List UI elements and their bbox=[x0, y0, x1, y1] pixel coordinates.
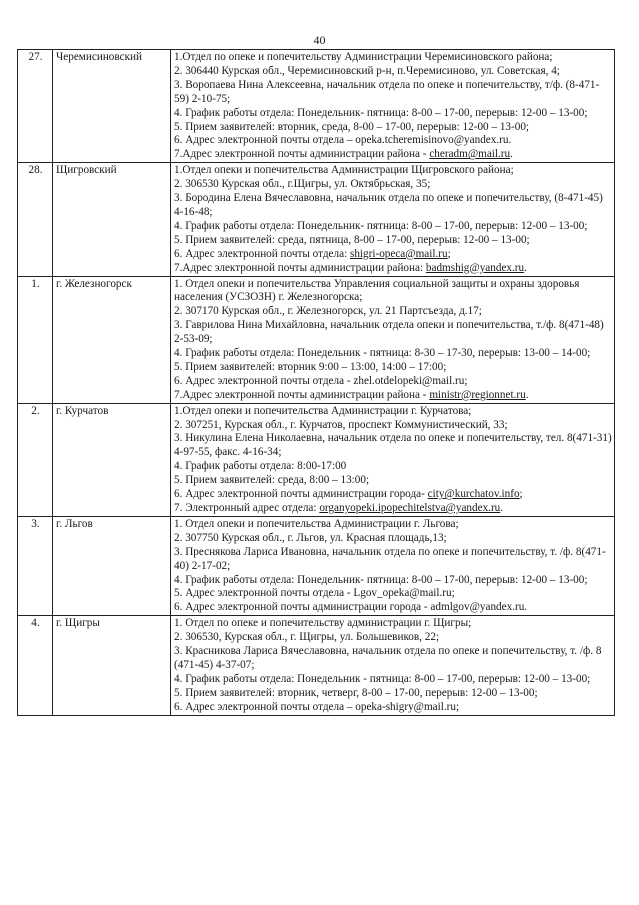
detail-line bbox=[174, 234, 612, 248]
detail-line bbox=[174, 532, 612, 546]
row-number: 28. bbox=[18, 163, 53, 276]
detail-line bbox=[174, 262, 612, 276]
detail-text: 7.Адрес электронной почты администрации района - bbox=[174, 148, 430, 161]
detail-text: 3. Красникова Лариса Вячеславовна, начальник отдела по опеке и попечительству, т. /ф. 8 (471-45) 4-37-07; bbox=[174, 645, 602, 671]
detail-suffix: ; bbox=[519, 488, 523, 501]
detail-line bbox=[174, 248, 612, 262]
detail-text: 4. График работы отдела: Понедельник - пятница: 8-00 – 17-00, перерыв: 12-00 – 13-00; bbox=[174, 672, 591, 685]
email-link[interactable]: cheradm@mail.ru bbox=[429, 148, 511, 161]
detail-text: 5. Прием заявителей: среда, 8:00 – 13:00; bbox=[174, 474, 370, 487]
detail-line bbox=[174, 164, 612, 178]
detail-line bbox=[174, 148, 612, 162]
detail-line bbox=[174, 51, 612, 65]
office-details bbox=[171, 50, 615, 163]
table-row bbox=[18, 616, 615, 715]
detail-text: 3. Бородина Елена Вячеславовна, начальник отдела по опеке и попечительству, (8-471-45) 4-16-48; bbox=[174, 192, 603, 218]
row-number: 27. bbox=[18, 50, 53, 163]
email-link[interactable]: shigri-opeca@mail.ru bbox=[349, 247, 448, 260]
detail-suffix: . bbox=[525, 388, 529, 401]
detail-text: 3. Никулина Елена Николаевна, начальник отдела по опеке и попечительству, тел. 8(471-31) 4-97-55, факс. 4-16-34; bbox=[174, 432, 612, 459]
detail-line bbox=[174, 375, 612, 389]
detail-line bbox=[174, 405, 612, 419]
detail-text: 4. График работы отдела: Понедельник - пятница: 8-30 – 17-30, перерыв: 13-00 – 14-00; bbox=[174, 347, 591, 360]
detail-line bbox=[174, 687, 612, 701]
detail-text: 7. Электронный адрес отдела: bbox=[174, 502, 320, 514]
row-number: 1. bbox=[18, 276, 53, 403]
detail-line bbox=[174, 488, 612, 502]
table-row bbox=[18, 163, 615, 276]
detail-line bbox=[174, 107, 612, 121]
detail-line bbox=[174, 617, 612, 631]
detail-line bbox=[174, 65, 612, 79]
detail-text: 5. Прием заявителей: среда, пятница, 8-00 – 17-00, перерыв: 12-00 – 13-00; bbox=[174, 233, 530, 246]
detail-text: 2. 306530, Курская обл., г. Щигры, ул. Большевиков, 22; bbox=[174, 631, 440, 644]
detail-text: 6. Адрес электронной почты отдела - zhel.otdelopeki@mail.ru; bbox=[174, 374, 468, 387]
detail-text: 5. Адрес электронной почты отдела - Lgov_opeka@mail.ru; bbox=[174, 587, 455, 600]
detail-text: 7.Адрес электронной почты администрации района - bbox=[174, 388, 430, 401]
district-name: г. Льгов bbox=[53, 516, 171, 615]
detail-line bbox=[174, 631, 612, 645]
detail-line bbox=[174, 419, 612, 433]
email-link[interactable]: city@kurchatov.info bbox=[427, 488, 520, 501]
detail-line bbox=[174, 587, 612, 601]
detail-text: 2. 307170 Курская обл., г. Железногорск, ул. 21 Партсъезда, д.17; bbox=[174, 305, 482, 318]
table-row bbox=[18, 403, 615, 516]
page-number: 40 bbox=[313, 33, 326, 47]
row-number: 2. bbox=[18, 403, 53, 516]
detail-line bbox=[174, 645, 612, 673]
district-name: Щигровский bbox=[53, 163, 171, 276]
detail-text: 4. График работы отдела: Понедельник- пятница: 8-00 – 17-00, перерыв: 12-00 – 13-00; bbox=[174, 219, 588, 232]
detail-line bbox=[174, 673, 612, 687]
detail-text: 2. 307750 Курская обл., г. Льгов, ул. Красная площадь,13; bbox=[174, 531, 447, 544]
detail-line bbox=[174, 460, 612, 474]
detail-line bbox=[174, 278, 612, 306]
detail-line bbox=[174, 574, 612, 588]
detail-text: 1. Отдел по опеке и попечительству администрации г. Щигры; bbox=[174, 617, 472, 630]
detail-line bbox=[174, 220, 612, 234]
detail-text: 1.Отдел по опеке и попечительству Администрации Черемисиновского района; bbox=[174, 51, 553, 63]
detail-line bbox=[174, 474, 612, 488]
detail-line bbox=[174, 546, 612, 574]
detail-text: 5. Прием заявителей: вторник 9:00 – 13:00, 14:00 – 17:00; bbox=[174, 360, 447, 373]
detail-text: 6. Адрес электронной почты администрации города- bbox=[174, 488, 428, 501]
detail-line bbox=[174, 79, 612, 107]
table-row bbox=[18, 276, 615, 403]
detail-line bbox=[174, 192, 612, 220]
detail-line bbox=[174, 518, 612, 532]
email-link[interactable]: badmshig@yandex.ru bbox=[425, 261, 525, 274]
detail-suffix: . bbox=[524, 261, 527, 274]
detail-text: 7.Адрес электронной почты администрации района: bbox=[174, 261, 426, 274]
detail-line bbox=[174, 502, 612, 516]
detail-text: 1. Отдел опеки и попечительства Администрации г. Льгова; bbox=[174, 517, 459, 530]
email-link[interactable]: organyopeki.ipopechitelstva@yandex.ru bbox=[319, 502, 501, 514]
detail-text: 5. Прием заявителей: вторник, четверг, 8-00 – 17-00, перерыв: 12-00 – 13-00; bbox=[174, 686, 538, 699]
guardianship-registry-table bbox=[17, 49, 615, 716]
detail-text: 3. Воропаева Нина Алексеевна, начальник отдела по опеке и попечительству, т/ф. (8-471-59) 2-10-75; bbox=[174, 78, 600, 105]
detail-text: 2. 306440 Курская обл., Черемисиновский р-н, п.Черемисиново, ул. Советская, 4; bbox=[174, 64, 560, 77]
office-details bbox=[171, 276, 615, 403]
detail-suffix: ; bbox=[447, 247, 451, 260]
detail-text: 4. График работы отдела: Понедельник- пятница: 8-00 – 17-00, перерыв: 12-00 – 13-00; bbox=[174, 106, 588, 119]
detail-line bbox=[174, 347, 612, 361]
detail-text: 4. График работы отдела: 8:00-17:00 bbox=[174, 460, 347, 473]
detail-line bbox=[174, 389, 612, 403]
detail-line bbox=[174, 361, 612, 375]
detail-line bbox=[174, 701, 612, 715]
detail-suffix: . bbox=[510, 148, 513, 161]
office-details bbox=[171, 163, 615, 276]
detail-line bbox=[174, 134, 612, 148]
table-row bbox=[18, 516, 615, 615]
detail-text: 6. Адрес электронной почты отдела – opeka-shigry@mail.ru; bbox=[174, 700, 460, 713]
detail-suffix: . bbox=[500, 502, 504, 514]
detail-text: 1.Отдел опеки и попечительства Администрации Щигровского района; bbox=[174, 164, 514, 177]
row-number: 4. bbox=[18, 616, 53, 715]
detail-line bbox=[174, 601, 612, 615]
detail-text: 6. Адрес электронной почты администрации города - admlgov@yandex.ru. bbox=[174, 601, 528, 614]
office-details bbox=[171, 516, 615, 615]
detail-text: 2. 307251, Курская обл., г. Курчатов, проспект Коммунистический, 33; bbox=[174, 418, 508, 431]
district-name: Черемисиновский bbox=[53, 50, 171, 163]
table-row bbox=[18, 50, 615, 163]
office-details bbox=[171, 616, 615, 715]
district-name: г. Щигры bbox=[53, 616, 171, 715]
email-link[interactable]: ministr@regionnet.ru bbox=[429, 388, 526, 401]
district-name: г. Железногорск bbox=[53, 276, 171, 403]
detail-line bbox=[174, 305, 612, 319]
detail-text: 1. Отдел опеки и попечительства Управления социальной защиты и охраны здоровья населения (УСЗОЗН) г. Железногорска; bbox=[174, 277, 580, 304]
detail-line bbox=[174, 319, 612, 347]
district-name: г. Курчатов bbox=[53, 403, 171, 516]
detail-text: 3. Преснякова Лариса Ивановна, начальник отдела по опеке и попечительству, т. /ф. 8(471-40) 2-17-02; bbox=[174, 545, 606, 572]
detail-text: 6. Адрес электронной почты отдела – opeka.tcheremisinovo@yandex.ru. bbox=[174, 134, 512, 147]
detail-text: 3. Гаврилова Нина Михайловна, начальник отдела опеки и попечительства, т./ф. 8(471-48) 2-53-09; bbox=[174, 319, 604, 346]
detail-line bbox=[174, 178, 612, 192]
detail-text: 2. 306530 Курская обл., г.Щигры, ул. Октябрьская, 35; bbox=[174, 178, 431, 191]
detail-text: 4. График работы отдела: Понедельник- пятница: 8-00 – 17-00, перерыв: 12-00 – 13-00; bbox=[174, 573, 588, 586]
detail-text: 5. Прием заявителей: вторник, среда, 8-00 – 17-00, перерыв: 12-00 – 13-00; bbox=[174, 120, 530, 133]
detail-line bbox=[174, 432, 612, 460]
office-details bbox=[171, 403, 615, 516]
detail-line bbox=[174, 121, 612, 135]
row-number: 3. bbox=[18, 516, 53, 615]
registry-table-body bbox=[18, 50, 615, 716]
detail-text: 1.Отдел опеки и попечительства Администрации г. Курчатова; bbox=[174, 404, 472, 417]
detail-text: 6. Адрес электронной почты отдела: bbox=[174, 247, 350, 260]
